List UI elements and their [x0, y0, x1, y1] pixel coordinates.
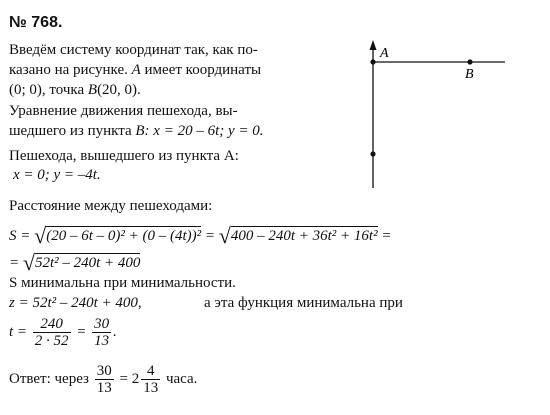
distance-formula [9, 223, 392, 248]
problem-number: № 768. [9, 14, 63, 31]
z-equation: z = 52t² – 240t + 400, [9, 295, 142, 311]
answer-line [9, 362, 197, 396]
t-numerator: 240 [33, 316, 71, 333]
radicand-1: (20 – 6t – 0)² + (0 – (4t))² [46, 228, 202, 244]
distance-heading: Расстояние между пешеходами: [9, 198, 213, 214]
answer-denominator-1: 13 [96, 380, 112, 397]
point-b-ref-2: B [135, 123, 145, 139]
point-a-marker [370, 59, 375, 64]
distance-formula-cont [9, 250, 141, 275]
radicand-2: 400 – 240t + 36t² + 16t² [230, 228, 378, 244]
answer-prefix: Ответ: через [9, 371, 93, 387]
equals-sign-2: = [377, 228, 392, 244]
answer-numerator-1: 30 [96, 363, 112, 380]
t-lhs: t = [9, 324, 31, 340]
t-denominator: 2 · 52 [34, 333, 69, 350]
y-axis-arrow-icon [370, 40, 377, 50]
sqrt-sign-icon: √ [218, 223, 231, 248]
answer-equals: = 2 [115, 371, 140, 387]
intro-line-2-tail: имеет координаты [140, 62, 262, 78]
answer-denominator-2: 13 [143, 380, 159, 397]
t-equals: = [72, 324, 91, 340]
sqrt-sign-icon: √ [34, 223, 47, 248]
figure-label-b: B [465, 67, 474, 82]
equals-lead: = [9, 255, 23, 271]
figure-label-a: A [380, 46, 389, 61]
t-fraction-1 [33, 316, 71, 349]
answer-suffix: часа. [162, 371, 198, 387]
s-lhs: S = [9, 228, 35, 244]
pedestrian-a-equation: x = 0; y = –4t. [13, 167, 101, 183]
point-b-ref: B [87, 82, 98, 98]
t-numerator-2: 30 [94, 316, 110, 333]
intro-line-1: Введём систему координат так, как по- [9, 42, 258, 58]
intro-line-4: Уравнение движения пешехода, вы- [9, 103, 238, 119]
pedestrian-a-marker [370, 151, 375, 156]
equals-sign: = [201, 228, 219, 244]
answer-numerator-2: 4 [141, 363, 160, 380]
z-comment: а эта функция минимальна при [204, 295, 403, 311]
point-a-ref: A [131, 62, 141, 78]
t-period: . [113, 324, 117, 340]
intro-line-6: Пешехода, вышедшего из пункта A: [9, 148, 239, 164]
pedestrian-b-equation: : x = 20 – 6t; y = 0. [144, 123, 264, 139]
answer-fraction-1 [95, 363, 114, 396]
minimality-note: S минимальна при минимальности. [9, 275, 236, 291]
z-function-line [9, 294, 529, 312]
answer-fraction-2 [141, 363, 160, 396]
point-b-marker [467, 59, 472, 64]
t-denominator-2: 13 [94, 333, 110, 350]
intro-line-3-text: (0; 0), точка [9, 82, 88, 98]
radicand-3: 52t² – 240t + 400 [34, 255, 141, 271]
intro-line-2-text: казано на рисунке. [9, 62, 132, 78]
t-solution [9, 315, 117, 349]
sqrt-sign-icon: √ [22, 250, 35, 275]
intro-line-3-tail: (20, 0). [97, 82, 141, 98]
t-fraction-2 [92, 316, 111, 349]
intro-line-5-text: шедшего из пункта [9, 123, 136, 139]
